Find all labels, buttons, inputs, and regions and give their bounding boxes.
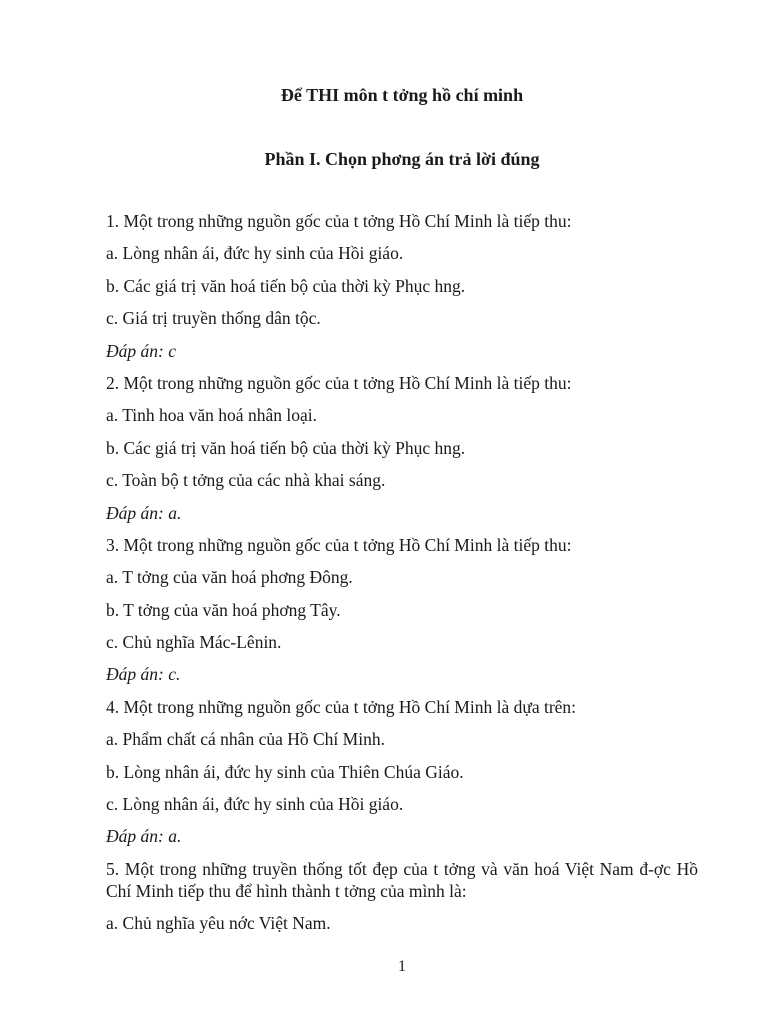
answer-key: Đáp án: a. <box>106 502 182 523</box>
answer-key: Đáp án: a. <box>106 826 182 847</box>
question-list <box>106 210 706 945</box>
question-text: 1. Một trong những nguồn gốc của t tởng Hồ Chí Minh là tiếp thu: <box>106 211 572 231</box>
section-title: Phần I. Chọn phơng án trả lời đúng <box>264 149 540 169</box>
question-text: 3. Một trong những nguồn gốc của t tởng Hồ Chí Minh là tiếp thu: <box>106 534 572 555</box>
answer-key: Đáp án: c. <box>106 664 181 685</box>
answer-option: b. Các giá trị văn hoá tiến bộ của thời kỳ Phục hng. <box>106 437 466 458</box>
answer-option: b. Lòng nhân ái, đức hy sinh của Thiên Chúa Giáo. <box>106 761 464 782</box>
answer-option: c. Giá trị truyền thống dân tộc. <box>106 308 321 329</box>
page-number: 1 <box>398 958 406 975</box>
question-text: 5. Một trong những truyền thống tốt đẹp của t tởng và văn hoá Việt Nam đ-ợc Hồ Chí Minh tiếp thu để hình thành t tởng của mình là: <box>106 858 698 901</box>
answer-option: b. T tởng của văn hoá phơng Tây. <box>106 599 341 620</box>
answer-option: b. Các giá trị văn hoá tiến bộ của thời kỳ Phục hng. <box>106 275 466 296</box>
answer-option: a. Chủ nghĩa yêu nớc Việt Nam. <box>106 913 331 934</box>
document-title: Để THI môn t tởng hồ chí minh <box>280 85 524 105</box>
answer-option: a. Lòng nhân ái, đức hy sinh của Hồi giáo. <box>106 243 404 264</box>
answer-option: c. Lòng nhân ái, đức hy sinh của Hồi giáo. <box>106 794 404 815</box>
answer-option: a. Tinh hoa văn hoá nhân loại. <box>106 405 317 426</box>
question-text: 4. Một trong những nguồn gốc của t tởng Hồ Chí Minh là dựa trên: <box>106 696 577 717</box>
answer-key: Đáp án: c <box>106 340 176 361</box>
answer-option: a. Phẩm chất cá nhân của Hồ Chí Minh. <box>106 729 385 750</box>
answer-option: c. Chủ nghĩa Mác-Lênin. <box>106 632 282 653</box>
answer-option: a. T tởng của văn hoá phơng Đông. <box>106 567 353 588</box>
answer-option: c. Toàn bộ t tởng của các nhà khai sáng. <box>106 470 386 491</box>
question-text: 2. Một trong những nguồn gốc của t tởng Hồ Chí Minh là tiếp thu: <box>106 372 572 393</box>
